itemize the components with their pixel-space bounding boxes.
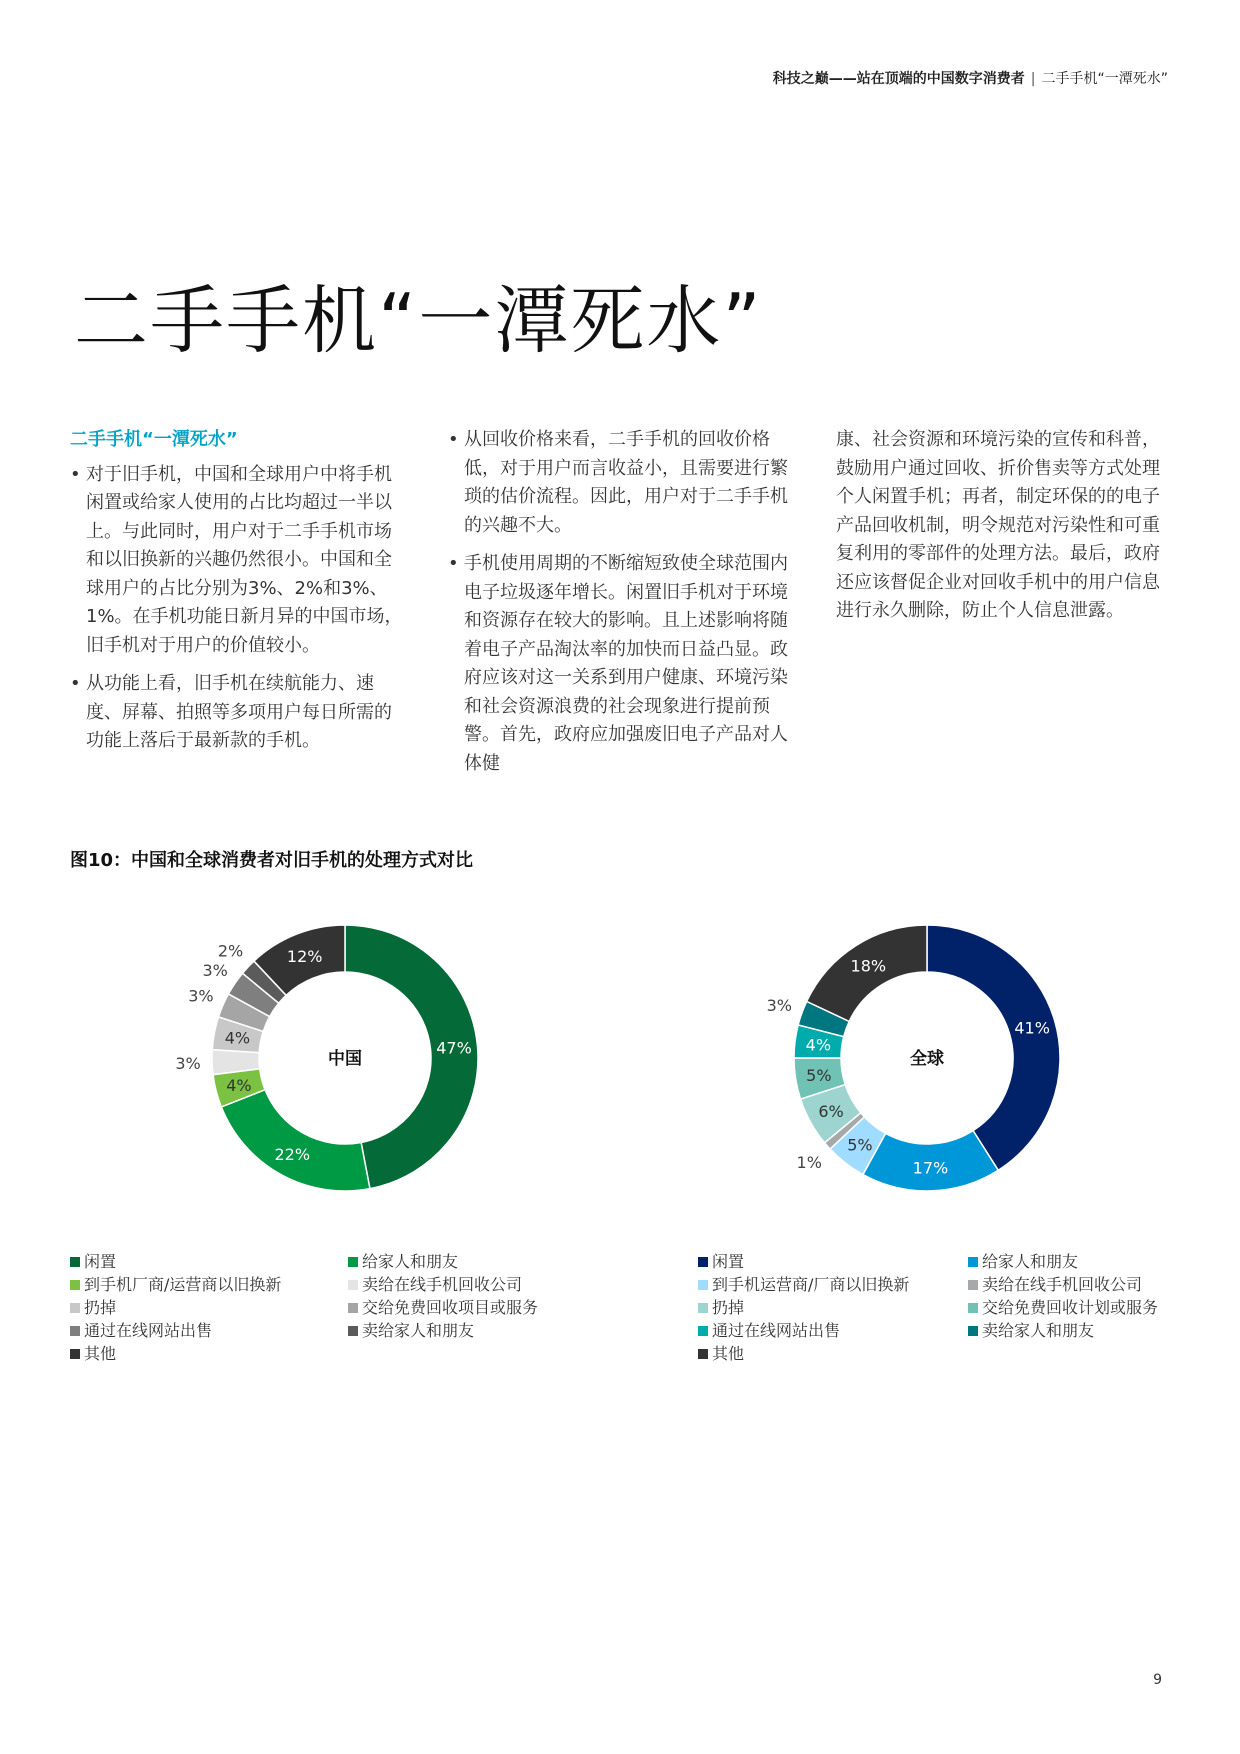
global-legend-label-0: 闲置 [712, 1252, 745, 1271]
global-slice-label-3: 1% [796, 1152, 822, 1172]
donut-chart-china [90, 896, 650, 1236]
global-legend-label-7: 卖给家人和朋友 [982, 1321, 1095, 1340]
global-legend-item-5 [968, 1296, 1228, 1319]
china-legend-item-4 [70, 1296, 348, 1319]
page-number: 9 [1153, 1672, 1162, 1688]
header-section-title: 二手手机“一潭死水” [1041, 71, 1168, 87]
china-legend-label-8: 其他 [84, 1344, 117, 1363]
legend-china-grid [70, 1250, 630, 1365]
global-legend-label-3: 卖给在线手机回收公司 [982, 1275, 1143, 1294]
china-legend-item-8 [70, 1342, 348, 1365]
body-paragraph: 康、社会资源和环境污染的宣传和科普，鼓励用户通过回收、折价售卖等方式处理个人闲置手机；再者，制定环保的的电子产品回收机制，明令规范对污染性和可重复利用的零部件的处理方法。最后，政府还应该督促企业对回收手机中的用户信息进行永久删除，防止个人信息泄露。 [836, 429, 1160, 621]
china-legend-swatch-6 [70, 1326, 80, 1336]
china-legend-swatch-5 [348, 1303, 358, 1313]
china-legend-label-7: 卖给家人和朋友 [362, 1321, 475, 1340]
china-slice-label-6: 3% [202, 960, 228, 980]
global-slice-label-8: 18% [850, 956, 887, 976]
bullet-paragraph: • 对于旧手机，中国和全球用户中将手机闲置或给家人使用的占比均超过一半以上。与此同时，用户对于二手手机市场和以旧换新的兴趣仍然很小。中国和全球用户的占比分别为3%、2%和3%、1%。在手机功能日新月异的中国市场，旧手机对于用户的价值较小。 [70, 461, 408, 661]
china-legend-label-3: 卖给在线手机回收公司 [362, 1275, 523, 1294]
china-slice-label-7: 2% [217, 941, 244, 961]
donut-chart-china-svg [90, 896, 650, 1236]
china-slice-label-3: 3% [175, 1053, 201, 1073]
china-slice-label-4: 4% [224, 1028, 251, 1048]
running-header [773, 68, 1168, 88]
bullet-paragraph: • 手机使用周期的不断缩短致使全球范围内电子垃圾逐年增长。闲置旧手机对于环境和资源存在较大的影响。且上述影响将随着电子产品淘汰率的加快而日益凸显。政府应该对这一关系到用户健康、环境污染和社会资源浪费的社会现象进行提前预警。首先，政府应加强废旧电子产品对人体健 [448, 550, 788, 778]
global-legend-label-1: 给家人和朋友 [982, 1252, 1079, 1271]
global-slice-label-1: 17% [912, 1158, 949, 1178]
global-legend-label-6: 通过在线网站出售 [712, 1321, 841, 1340]
global-legend-item-8 [698, 1342, 968, 1365]
global-legend-item-2 [698, 1273, 968, 1296]
header-separator: | [1030, 71, 1036, 87]
legend-global [698, 1250, 1238, 1365]
global-legend-swatch-6 [698, 1326, 708, 1336]
china-legend-label-4: 扔掉 [84, 1298, 117, 1317]
bullet-paragraph: • 从回收价格来看，二手手机的回收价格低，对于用户而言收益小，且需要进行繁琐的估价流程。因此，用户对于二手手机的兴趣不大。 [448, 426, 788, 540]
china-legend-item-1 [348, 1250, 618, 1273]
china-slice-1 [221, 1090, 370, 1191]
global-legend-swatch-4 [698, 1303, 708, 1313]
china-center-label: 中国 [328, 1049, 362, 1069]
text-column-3 [836, 426, 1176, 626]
china-legend-item-2 [70, 1273, 348, 1296]
donut-chart-global [680, 896, 1240, 1236]
china-legend-item-5 [348, 1296, 618, 1319]
global-slice-label-7: 3% [766, 995, 792, 1015]
global-legend-swatch-2 [698, 1280, 708, 1290]
global-slice-label-2: 5% [847, 1135, 873, 1155]
global-legend-swatch-5 [968, 1303, 978, 1313]
china-slice-label-1: 22% [274, 1144, 311, 1164]
china-slice-label-2: 4% [226, 1076, 252, 1096]
china-legend-label-1: 给家人和朋友 [362, 1252, 459, 1271]
china-legend-item-6 [70, 1319, 348, 1342]
china-slice-label-5: 3% [188, 986, 214, 1006]
global-legend-item-4 [698, 1296, 968, 1319]
china-legend-label-6: 通过在线网站出售 [84, 1321, 213, 1340]
header-publication-title: 科技之巅——站在顶端的中国数字消费者 [772, 71, 1025, 87]
china-legend-item-3 [348, 1273, 618, 1296]
china-legend-swatch-2 [70, 1280, 80, 1290]
text-column-1 [70, 426, 408, 766]
china-legend-item-7 [348, 1319, 618, 1342]
china-legend-swatch-0 [70, 1257, 80, 1267]
global-legend-item-7 [968, 1319, 1228, 1342]
china-legend-label-0: 闲置 [84, 1252, 117, 1271]
text-column-2 [448, 426, 788, 788]
global-legend-swatch-1 [968, 1257, 978, 1267]
global-legend-item-1 [968, 1250, 1228, 1273]
bullet-paragraph: • 从功能上看，旧手机在续航能力、速度、屏幕、拍照等多项用户每日所需的功能上落后于最新款的手机。 [70, 670, 408, 756]
global-legend-swatch-0 [698, 1257, 708, 1267]
global-legend-label-4: 扔掉 [712, 1298, 745, 1317]
china-slice-label-0: 47% [436, 1038, 472, 1058]
section-heading: 二手手机“一潭死水” [70, 429, 238, 450]
global-legend-swatch-3 [968, 1280, 978, 1290]
global-slice-0 [927, 925, 1060, 1170]
china-legend-swatch-4 [70, 1303, 80, 1313]
legend-global-grid [698, 1250, 1238, 1365]
global-legend-item-3 [968, 1273, 1228, 1296]
global-legend-label-2: 到手机运营商/厂商以旧换新 [712, 1275, 910, 1294]
china-legend-swatch-7 [348, 1326, 358, 1336]
global-slice-label-4: 6% [818, 1101, 844, 1121]
china-slice-label-8: 12% [286, 947, 323, 967]
global-legend-swatch-7 [968, 1326, 978, 1336]
page-title: 二手手机“一潭死水” [74, 278, 763, 364]
global-legend-swatch-8 [698, 1349, 708, 1359]
china-legend-label-5: 交给免费回收项目或服务 [362, 1298, 539, 1317]
global-slice-label-6: 4% [805, 1035, 832, 1055]
global-legend-label-8: 其他 [712, 1344, 745, 1363]
china-legend-swatch-3 [348, 1280, 358, 1290]
global-legend-item-6 [698, 1319, 968, 1342]
donut-chart-global-svg [680, 896, 1240, 1236]
legend-china [70, 1250, 630, 1365]
global-legend-label-5: 交给免费回收计划或服务 [982, 1298, 1159, 1317]
china-legend-swatch-1 [348, 1257, 358, 1267]
global-slice-label-5: 5% [806, 1066, 832, 1086]
global-center-label: 全球 [910, 1049, 944, 1069]
china-legend-label-2: 到手机厂商/运营商以旧换新 [84, 1275, 282, 1294]
china-legend-swatch-8 [70, 1349, 80, 1359]
global-slice-label-0: 41% [1014, 1018, 1050, 1038]
figure-title: 图10：中国和全球消费者对旧手机的处理方式对比 [70, 850, 474, 871]
global-legend-item-0 [698, 1250, 968, 1273]
china-legend-item-0 [70, 1250, 348, 1273]
